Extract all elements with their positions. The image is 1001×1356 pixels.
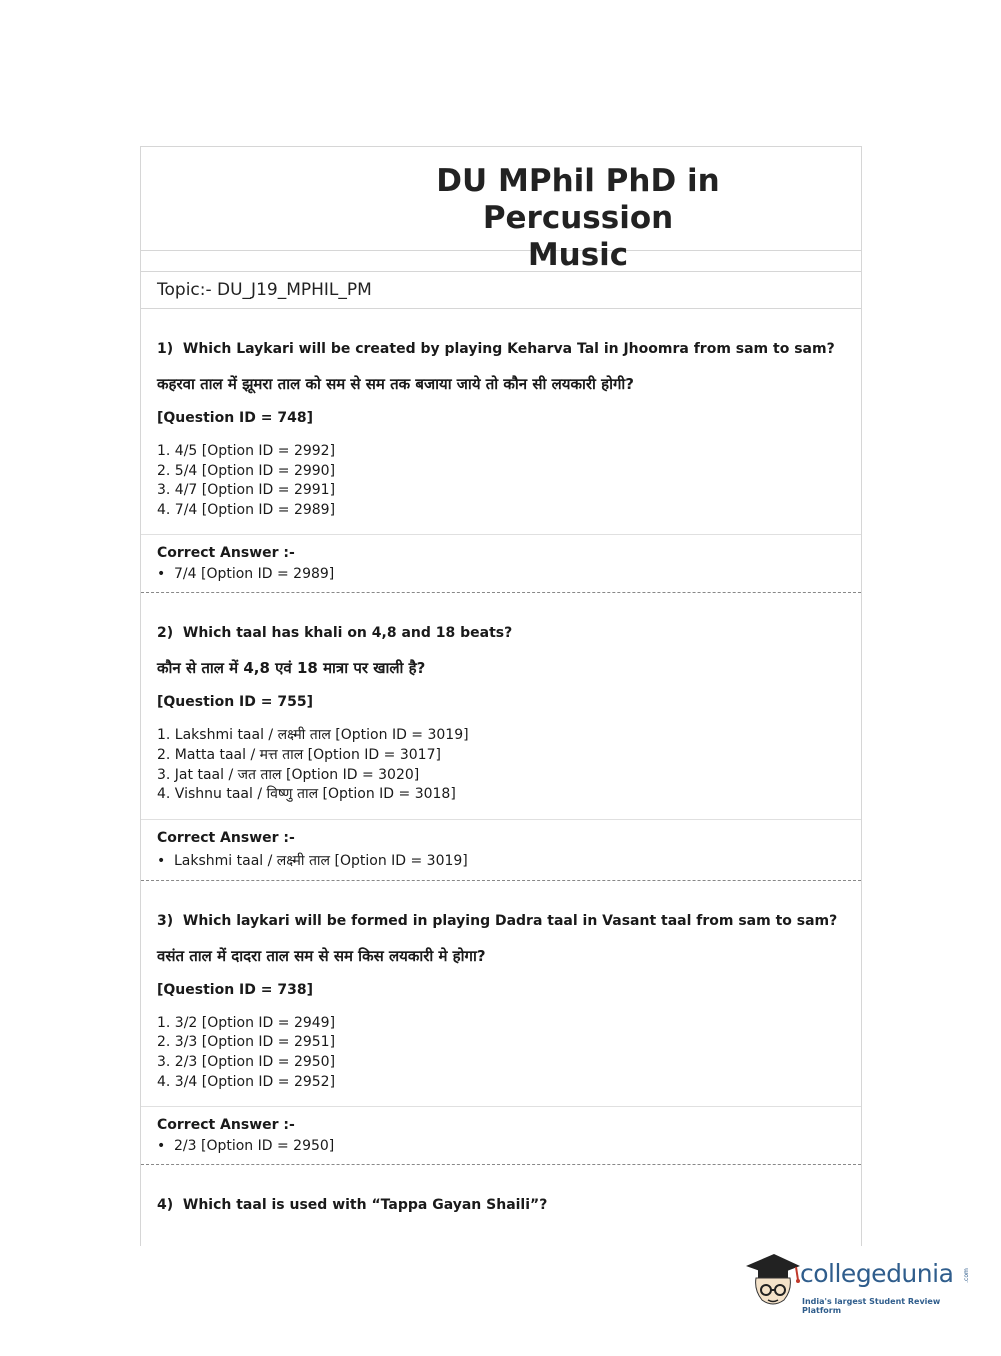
options-list [157,1014,845,1092]
question-block [141,1165,861,1213]
answer-label: Correct Answer :- [157,829,295,846]
question-text: 2) Which taal has khali on 4,8 and 18 beats? [157,625,513,642]
question-block [141,593,861,880]
question-body [141,593,861,819]
option-item: 1. Lakshmi taal / लक्ष्मी ताल [Option ID = 3019] [157,727,469,744]
question-block [141,309,861,593]
answer-label: Correct Answer :- [157,545,295,562]
bullet-icon: • [157,1138,166,1155]
question-text-hindi: कौन से ताल में 4,8 एवं 18 मात्रा पर खाली है? [157,659,426,678]
title-line-2: Music [527,237,629,273]
question-id: [Question ID = 738] [157,981,313,998]
question-text: 4) Which taal is used with “Tappa Gayan Shaili”? [157,1197,548,1214]
question-paper-sheet [140,146,862,1246]
answer-label: Correct Answer :- [157,1117,295,1134]
question-block [141,881,861,1165]
topic-label: Topic:- DU_J19_MPHIL_PM [141,272,861,309]
page-title [343,163,813,274]
option-item: 2. Matta taal / मत्त ताल [Option ID = 3017] [157,746,441,763]
answer-section [141,1107,861,1164]
option-item: 2. 3/3 [Option ID = 2951] [157,1034,336,1051]
options-list [157,726,845,804]
option-item: 1. 3/2 [Option ID = 2949] [157,1014,336,1031]
option-item: 1. 4/5 [Option ID = 2992] [157,443,336,459]
bullet-icon: • [157,566,166,583]
answer-item: • 2/3 [Option ID = 2950] [157,1138,335,1155]
question-id: [Question ID = 748] [157,410,313,426]
option-item: 2. 5/4 [Option ID = 2990] [157,462,336,479]
option-item: 3. Jat taal / जत ताल [Option ID = 3020] [157,766,420,783]
options-list [157,442,845,520]
mascot-icon [742,1250,804,1312]
question-body [141,881,861,1107]
title-line-1: DU MPhil PhD in Percussion [436,163,720,236]
question-text: 3) Which laykari will be formed in playing Dadra taal in Vasant taal from sam to sam? [157,912,838,929]
answer-section [141,820,861,880]
logo-suffix: .com [962,1268,970,1283]
question-body [141,309,861,535]
collegedunia-logo [742,1250,972,1315]
option-item: 4. Vishnu taal / विष्णु ताल [Option ID = 3018] [157,786,456,803]
title-box [141,147,861,273]
bullet-icon: • [157,852,166,869]
question-text-hindi: वसंत ताल में दादरा ताल सम से सम किस लयकारी मे होगा? [157,946,486,965]
option-item: 3. 2/3 [Option ID = 2950] [157,1053,336,1070]
option-item: 4. 7/4 [Option ID = 2989] [157,501,336,518]
question-text-hindi: कहरवा ताल में झूमरा ताल को सम से सम तक बजाया जाये तो कौन सी लयकारी होगी? [157,375,634,393]
logo-wordmark: collegedunia [800,1259,954,1288]
answer-section [141,535,861,592]
question-text: 1) Which Laykari will be created by playing Keharva Tal in Jhoomra from sam to sam? [157,341,835,357]
logo-tagline: India's largest Student Review Platform [802,1297,941,1315]
answer-item: • 7/4 [Option ID = 2989] [157,566,335,583]
answer-item: • Lakshmi taal / लक्ष्मी ताल [Option ID = 3019] [157,852,468,869]
question-id: [Question ID = 755] [157,694,313,711]
option-item: 4. 3/4 [Option ID = 2952] [157,1073,336,1090]
option-item: 3. 4/7 [Option ID = 2991] [157,482,336,499]
